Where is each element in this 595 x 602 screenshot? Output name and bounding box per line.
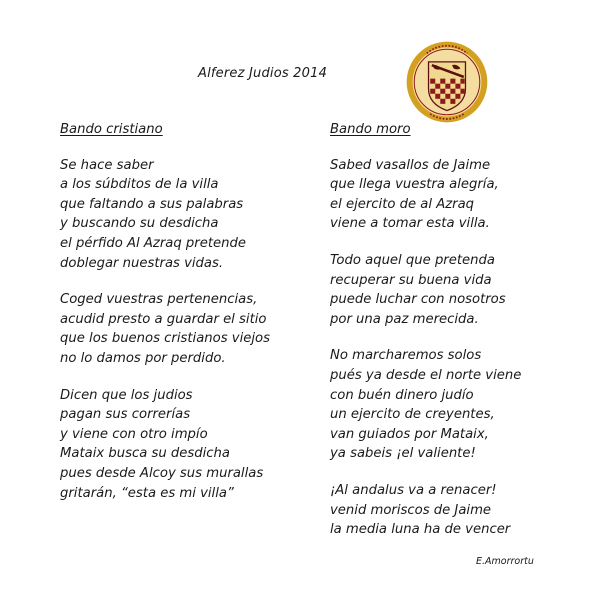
- stanza: [330, 346, 575, 464]
- verse-line: venid moriscos de Jaime: [330, 502, 492, 518]
- author-signature: E.Amorrortu: [476, 556, 534, 567]
- page-title: Alferez Judios 2014: [198, 66, 328, 81]
- verse-line: viene a tomar esta villa.: [330, 216, 490, 232]
- verse-line: Sabed vasallos de Jaime: [330, 157, 491, 173]
- verse-line: Todo aquel que pretenda: [330, 252, 495, 268]
- verse-line: el ejercito de al Azraq: [330, 196, 475, 212]
- verse-line: no lo damos por perdido.: [60, 350, 226, 366]
- verse-line: la media luna ha de vencer: [330, 522, 511, 538]
- verse-line: No marcharemos solos: [330, 348, 482, 364]
- stanza: [60, 156, 330, 274]
- moorish-faction-column: [330, 120, 575, 557]
- verse-line: que faltando a sus palabras: [60, 196, 244, 212]
- verse-line: puede luchar con nosotros: [330, 292, 506, 308]
- verse-line: pués ya desde el norte viene: [330, 367, 522, 383]
- verse-line: un ejercito de creyentes,: [330, 407, 495, 423]
- christian-faction-heading: Bando cristiano: [60, 122, 163, 137]
- verse-line: Dicen que los judios: [60, 387, 193, 403]
- stanza: [330, 251, 575, 329]
- verse-line: recuperar su buena vida: [330, 272, 492, 288]
- stanza: [330, 481, 575, 540]
- verse-line: y buscando su desdicha: [60, 216, 219, 232]
- verse-line: el pérfido Al Azraq pretende: [60, 235, 246, 251]
- verse-line: que los buenos cristianos viejos: [60, 331, 270, 347]
- verse-line: Coged vuestras pertenencias,: [60, 292, 258, 308]
- verse-line: ya sabeis ¡el valiente!: [330, 446, 476, 462]
- verse-line: Mataix busca su desdicha: [60, 446, 230, 462]
- verse-line: gritarán, “esta es mi villa”: [60, 485, 234, 501]
- verse-line: a los súbditos de la villa: [60, 177, 219, 193]
- verse-line: pagan sus correrías: [60, 407, 191, 423]
- verse-line: doblegar nuestras vidas.: [60, 255, 224, 271]
- crest-emblem-icon: [405, 40, 489, 124]
- verse-line: ¡Al andalus va a renacer!: [330, 482, 497, 498]
- verse-line: con buén dinero judío: [330, 387, 474, 403]
- stanza: [60, 386, 330, 504]
- verse-line: pues desde Alcoy sus murallas: [60, 465, 264, 481]
- stanza: [330, 156, 575, 234]
- verse-line: que llega vuestra alegría,: [330, 177, 499, 193]
- moorish-faction-heading: Bando moro: [330, 122, 411, 137]
- verse-line: van guiados por Mataix,: [330, 426, 489, 442]
- verse-line: Se hace saber: [60, 157, 154, 173]
- verse-line: acudid presto a guardar el sitio: [60, 311, 267, 327]
- christian-faction-column: [60, 120, 330, 520]
- stanza: [60, 290, 330, 368]
- verse-line: y viene con otro impío: [60, 426, 208, 442]
- verse-line: por una paz merecida.: [330, 311, 479, 327]
